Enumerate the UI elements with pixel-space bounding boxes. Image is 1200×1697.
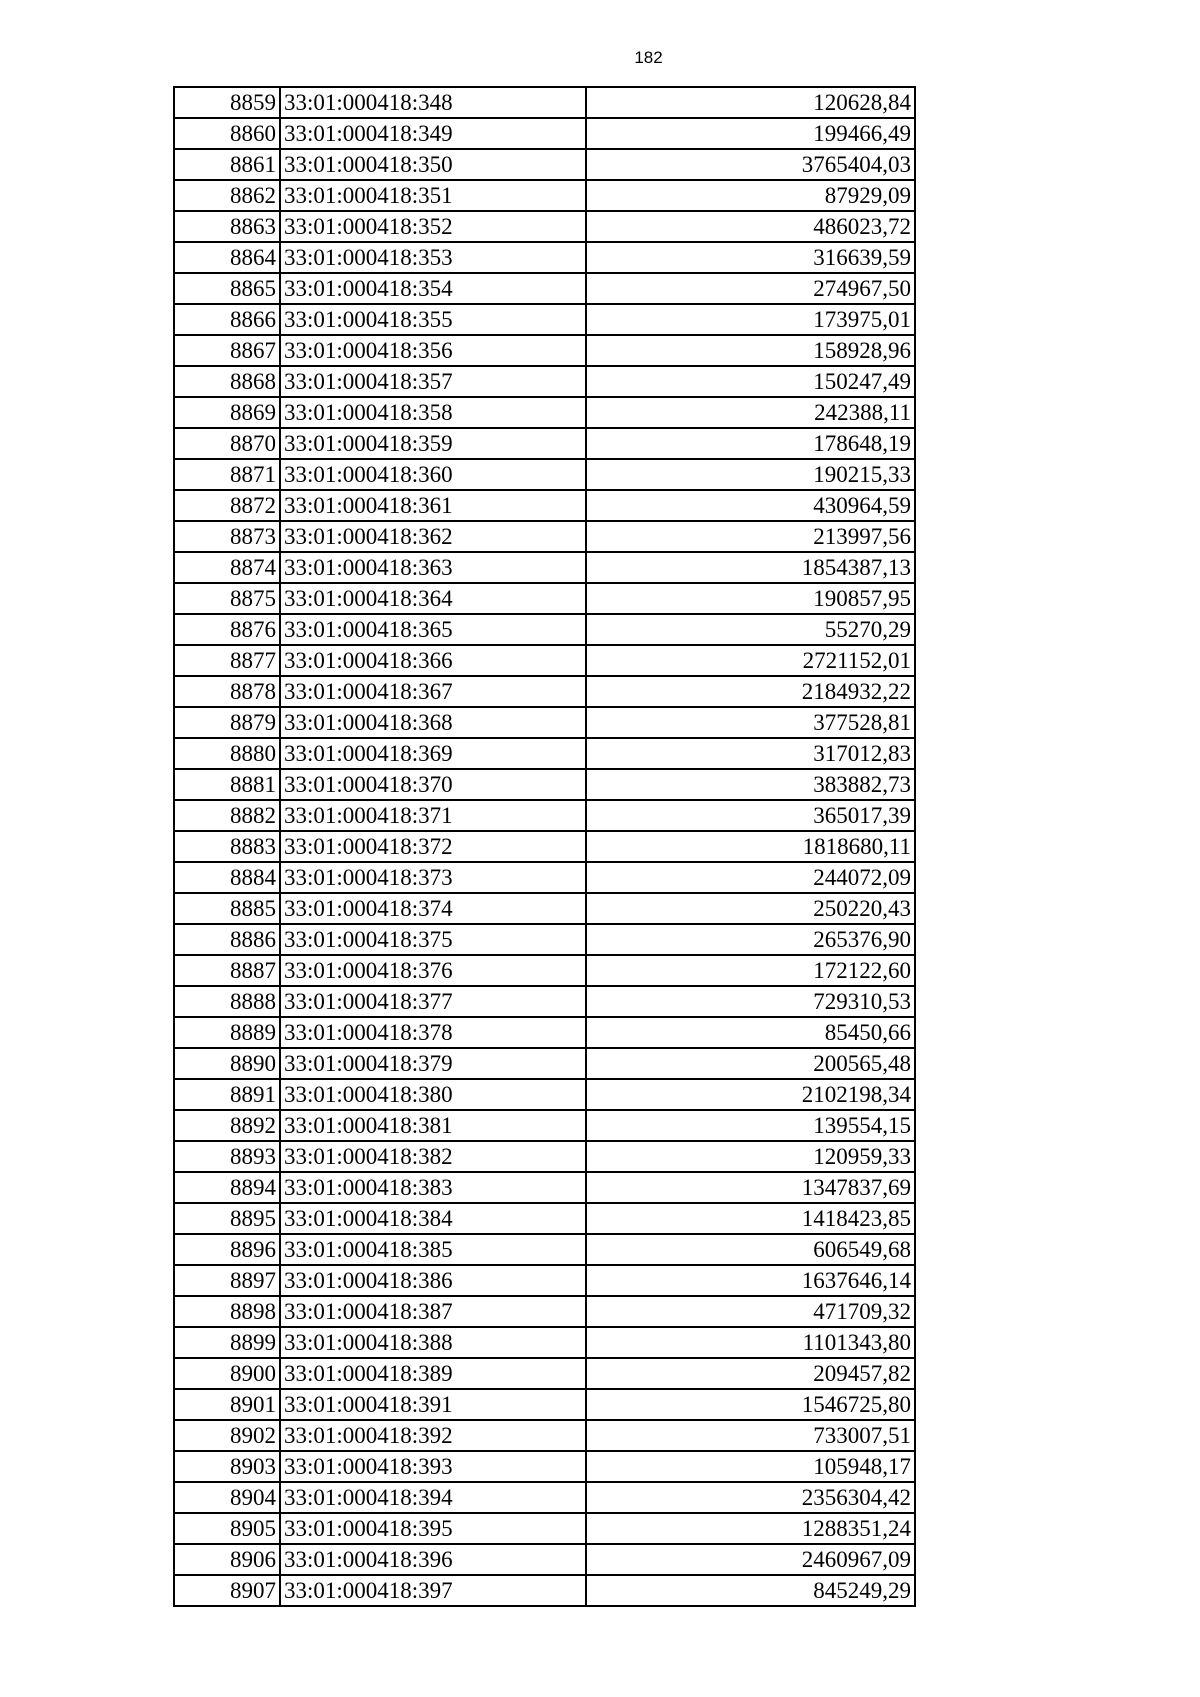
cadastral-number-cell: 33:01:000418:393	[280, 1451, 586, 1482]
cadastral-number-cell: 33:01:000418:369	[280, 738, 586, 769]
row-number-cell: 8892	[174, 1110, 280, 1141]
table-row	[174, 1203, 915, 1234]
cadastral-number-cell: 33:01:000418:378	[280, 1017, 586, 1048]
cadastral-value-cell: 244072,09	[586, 862, 915, 893]
table-row	[174, 800, 915, 831]
cadastral-value-cell: 2184932,22	[586, 676, 915, 707]
cadastral-value-cell: 178648,19	[586, 428, 915, 459]
cadastral-value-cell: 1288351,24	[586, 1513, 915, 1544]
cadastral-value-cell: 200565,48	[586, 1048, 915, 1079]
cadastral-number-cell: 33:01:000418:365	[280, 614, 586, 645]
cadastral-number-cell: 33:01:000418:389	[280, 1358, 586, 1389]
cadastral-value-cell: 190857,95	[586, 583, 915, 614]
row-number-cell: 8862	[174, 180, 280, 211]
cadastral-value-cell: 383882,73	[586, 769, 915, 800]
table-row	[174, 738, 915, 769]
cadastral-number-cell: 33:01:000418:353	[280, 242, 586, 273]
cadastral-value-cell: 55270,29	[586, 614, 915, 645]
table-row	[174, 304, 915, 335]
cadastral-value-cell: 733007,51	[586, 1420, 915, 1451]
table-row	[174, 1389, 915, 1420]
cadastral-number-cell: 33:01:000418:384	[280, 1203, 586, 1234]
cadastral-number-cell: 33:01:000418:363	[280, 552, 586, 583]
cadastral-value-cell: 845249,29	[586, 1575, 915, 1606]
cadastral-value-cell: 430964,59	[586, 490, 915, 521]
cadastral-number-cell: 33:01:000418:356	[280, 335, 586, 366]
table-body	[174, 87, 915, 1606]
table-row	[174, 1079, 915, 1110]
cadastral-value-cell: 2460967,09	[586, 1544, 915, 1575]
row-number-cell: 8870	[174, 428, 280, 459]
row-number-cell: 8877	[174, 645, 280, 676]
cadastral-number-cell: 33:01:000418:370	[280, 769, 586, 800]
table-row	[174, 459, 915, 490]
cadastral-value-cell: 471709,32	[586, 1296, 915, 1327]
row-number-cell: 8893	[174, 1141, 280, 1172]
row-number-cell: 8868	[174, 366, 280, 397]
cadastral-number-cell: 33:01:000418:382	[280, 1141, 586, 1172]
cadastral-number-cell: 33:01:000418:357	[280, 366, 586, 397]
row-number-cell: 8886	[174, 924, 280, 955]
cadastral-number-cell: 33:01:000418:368	[280, 707, 586, 738]
cadastral-number-cell: 33:01:000418:352	[280, 211, 586, 242]
row-number-cell: 8884	[174, 862, 280, 893]
row-number-cell: 8874	[174, 552, 280, 583]
row-number-cell: 8887	[174, 955, 280, 986]
cadastral-number-cell: 33:01:000418:388	[280, 1327, 586, 1358]
cadastral-value-cell: 209457,82	[586, 1358, 915, 1389]
cadastral-number-cell: 33:01:000418:373	[280, 862, 586, 893]
cadastral-value-cell: 190215,33	[586, 459, 915, 490]
cadastral-number-cell: 33:01:000418:376	[280, 955, 586, 986]
row-number-cell: 8865	[174, 273, 280, 304]
table-row	[174, 955, 915, 986]
cadastral-number-cell: 33:01:000418:350	[280, 149, 586, 180]
row-number-cell: 8896	[174, 1234, 280, 1265]
table-row	[174, 242, 915, 273]
row-number-cell: 8901	[174, 1389, 280, 1420]
cadastral-value-cell: 1637646,14	[586, 1265, 915, 1296]
table-row	[174, 1296, 915, 1327]
table-row	[174, 521, 915, 552]
row-number-cell: 8873	[174, 521, 280, 552]
cadastral-number-cell: 33:01:000418:359	[280, 428, 586, 459]
table-row	[174, 397, 915, 428]
cadastral-number-cell: 33:01:000418:348	[280, 87, 586, 118]
row-number-cell: 8904	[174, 1482, 280, 1513]
cadastral-value-cell: 242388,11	[586, 397, 915, 428]
cadastral-value-cell: 3765404,03	[586, 149, 915, 180]
table-row	[174, 87, 915, 118]
cadastral-number-cell: 33:01:000418:380	[280, 1079, 586, 1110]
row-number-cell: 8885	[174, 893, 280, 924]
cadastral-value-cell: 606549,68	[586, 1234, 915, 1265]
table-row	[174, 1420, 915, 1451]
table-row	[174, 645, 915, 676]
cadastral-number-cell: 33:01:000418:381	[280, 1110, 586, 1141]
table-row	[174, 1234, 915, 1265]
cadastral-value-cell: 1854387,13	[586, 552, 915, 583]
row-number-cell: 8906	[174, 1544, 280, 1575]
cadastral-number-cell: 33:01:000418:366	[280, 645, 586, 676]
cadastral-value-cell: 377528,81	[586, 707, 915, 738]
row-number-cell: 8898	[174, 1296, 280, 1327]
cadastral-number-cell: 33:01:000418:364	[280, 583, 586, 614]
cadastral-number-cell: 33:01:000418:375	[280, 924, 586, 955]
table-row	[174, 335, 915, 366]
cadastral-value-table	[173, 86, 916, 1607]
row-number-cell: 8860	[174, 118, 280, 149]
row-number-cell: 8891	[174, 1079, 280, 1110]
row-number-cell: 8888	[174, 986, 280, 1017]
row-number-cell: 8861	[174, 149, 280, 180]
row-number-cell: 8876	[174, 614, 280, 645]
table-row	[174, 1172, 915, 1203]
table-row	[174, 149, 915, 180]
cadastral-number-cell: 33:01:000418:355	[280, 304, 586, 335]
row-number-cell: 8871	[174, 459, 280, 490]
row-number-cell: 8905	[174, 1513, 280, 1544]
cadastral-number-cell: 33:01:000418:396	[280, 1544, 586, 1575]
row-number-cell: 8890	[174, 1048, 280, 1079]
row-number-cell: 8902	[174, 1420, 280, 1451]
row-number-cell: 8881	[174, 769, 280, 800]
cadastral-number-cell: 33:01:000418:391	[280, 1389, 586, 1420]
cadastral-value-cell: 2102198,34	[586, 1079, 915, 1110]
row-number-cell: 8879	[174, 707, 280, 738]
cadastral-value-cell: 250220,43	[586, 893, 915, 924]
cadastral-value-cell: 729310,53	[586, 986, 915, 1017]
table-row	[174, 1265, 915, 1296]
cadastral-number-cell: 33:01:000418:362	[280, 521, 586, 552]
cadastral-number-cell: 33:01:000418:386	[280, 1265, 586, 1296]
table-row	[174, 366, 915, 397]
cadastral-number-cell: 33:01:000418:392	[280, 1420, 586, 1451]
row-number-cell: 8863	[174, 211, 280, 242]
row-number-cell: 8878	[174, 676, 280, 707]
table-row	[174, 986, 915, 1017]
cadastral-number-cell: 33:01:000418:395	[280, 1513, 586, 1544]
cadastral-value-cell: 317012,83	[586, 738, 915, 769]
cadastral-value-cell: 1101343,80	[586, 1327, 915, 1358]
table-row	[174, 1141, 915, 1172]
cadastral-number-cell: 33:01:000418:374	[280, 893, 586, 924]
row-number-cell: 8864	[174, 242, 280, 273]
table-row	[174, 924, 915, 955]
cadastral-number-cell: 33:01:000418:397	[280, 1575, 586, 1606]
cadastral-value-cell: 158928,96	[586, 335, 915, 366]
cadastral-value-cell: 120959,33	[586, 1141, 915, 1172]
cadastral-value-cell: 139554,15	[586, 1110, 915, 1141]
row-number-cell: 8900	[174, 1358, 280, 1389]
cadastral-value-cell: 85450,66	[586, 1017, 915, 1048]
cadastral-number-cell: 33:01:000418:379	[280, 1048, 586, 1079]
table-row	[174, 552, 915, 583]
row-number-cell: 8895	[174, 1203, 280, 1234]
table-row	[174, 1017, 915, 1048]
row-number-cell: 8869	[174, 397, 280, 428]
row-number-cell: 8867	[174, 335, 280, 366]
cadastral-value-cell: 274967,50	[586, 273, 915, 304]
table-row	[174, 211, 915, 242]
cadastral-value-cell: 2721152,01	[586, 645, 915, 676]
row-number-cell: 8872	[174, 490, 280, 521]
cadastral-value-cell: 120628,84	[586, 87, 915, 118]
table-row	[174, 1110, 915, 1141]
cadastral-number-cell: 33:01:000418:367	[280, 676, 586, 707]
cadastral-value-cell: 172122,60	[586, 955, 915, 986]
cadastral-value-cell: 173975,01	[586, 304, 915, 335]
table-row	[174, 1513, 915, 1544]
table-row	[174, 583, 915, 614]
table-row	[174, 1327, 915, 1358]
row-number-cell: 8889	[174, 1017, 280, 1048]
table-row	[174, 862, 915, 893]
cadastral-number-cell: 33:01:000418:385	[280, 1234, 586, 1265]
cadastral-value-cell: 87929,09	[586, 180, 915, 211]
table-row	[174, 273, 915, 304]
table-row	[174, 769, 915, 800]
cadastral-number-cell: 33:01:000418:360	[280, 459, 586, 490]
cadastral-value-cell: 213997,56	[586, 521, 915, 552]
cadastral-value-cell: 2356304,42	[586, 1482, 915, 1513]
table-row	[174, 1451, 915, 1482]
table-row	[174, 831, 915, 862]
row-number-cell: 8894	[174, 1172, 280, 1203]
cadastral-value-cell: 1818680,11	[586, 831, 915, 862]
page-number: 182	[634, 48, 663, 67]
table-row	[174, 180, 915, 211]
cadastral-value-cell: 365017,39	[586, 800, 915, 831]
cadastral-value-cell: 199466,49	[586, 118, 915, 149]
table-row	[174, 893, 915, 924]
cadastral-value-cell: 1347837,69	[586, 1172, 915, 1203]
table-row	[174, 428, 915, 459]
cadastral-number-cell: 33:01:000418:349	[280, 118, 586, 149]
table-row	[174, 490, 915, 521]
cadastral-number-cell: 33:01:000418:387	[280, 1296, 586, 1327]
row-number-cell: 8883	[174, 831, 280, 862]
cadastral-number-cell: 33:01:000418:394	[280, 1482, 586, 1513]
table-row	[174, 1482, 915, 1513]
row-number-cell: 8875	[174, 583, 280, 614]
cadastral-number-cell: 33:01:000418:371	[280, 800, 586, 831]
cadastral-number-cell: 33:01:000418:351	[280, 180, 586, 211]
table-row	[174, 1544, 915, 1575]
row-number-cell: 8903	[174, 1451, 280, 1482]
table-row	[174, 1358, 915, 1389]
row-number-cell: 8897	[174, 1265, 280, 1296]
table-row	[174, 1048, 915, 1079]
row-number-cell: 8880	[174, 738, 280, 769]
cadastral-number-cell: 33:01:000418:377	[280, 986, 586, 1017]
row-number-cell: 8859	[174, 87, 280, 118]
table-row	[174, 1575, 915, 1606]
cadastral-value-cell: 1546725,80	[586, 1389, 915, 1420]
row-number-cell: 8866	[174, 304, 280, 335]
cadastral-value-cell: 316639,59	[586, 242, 915, 273]
cadastral-value-cell: 486023,72	[586, 211, 915, 242]
cadastral-number-cell: 33:01:000418:358	[280, 397, 586, 428]
row-number-cell: 8907	[174, 1575, 280, 1606]
row-number-cell: 8899	[174, 1327, 280, 1358]
cadastral-value-cell: 265376,90	[586, 924, 915, 955]
table-row	[174, 707, 915, 738]
row-number-cell: 8882	[174, 800, 280, 831]
cadastral-value-cell: 150247,49	[586, 366, 915, 397]
cadastral-number-cell: 33:01:000418:361	[280, 490, 586, 521]
cadastral-value-cell: 1418423,85	[586, 1203, 915, 1234]
cadastral-value-cell: 105948,17	[586, 1451, 915, 1482]
table-row	[174, 614, 915, 645]
table-row	[174, 118, 915, 149]
cadastral-number-cell: 33:01:000418:354	[280, 273, 586, 304]
cadastral-number-cell: 33:01:000418:372	[280, 831, 586, 862]
table-row	[174, 676, 915, 707]
cadastral-number-cell: 33:01:000418:383	[280, 1172, 586, 1203]
